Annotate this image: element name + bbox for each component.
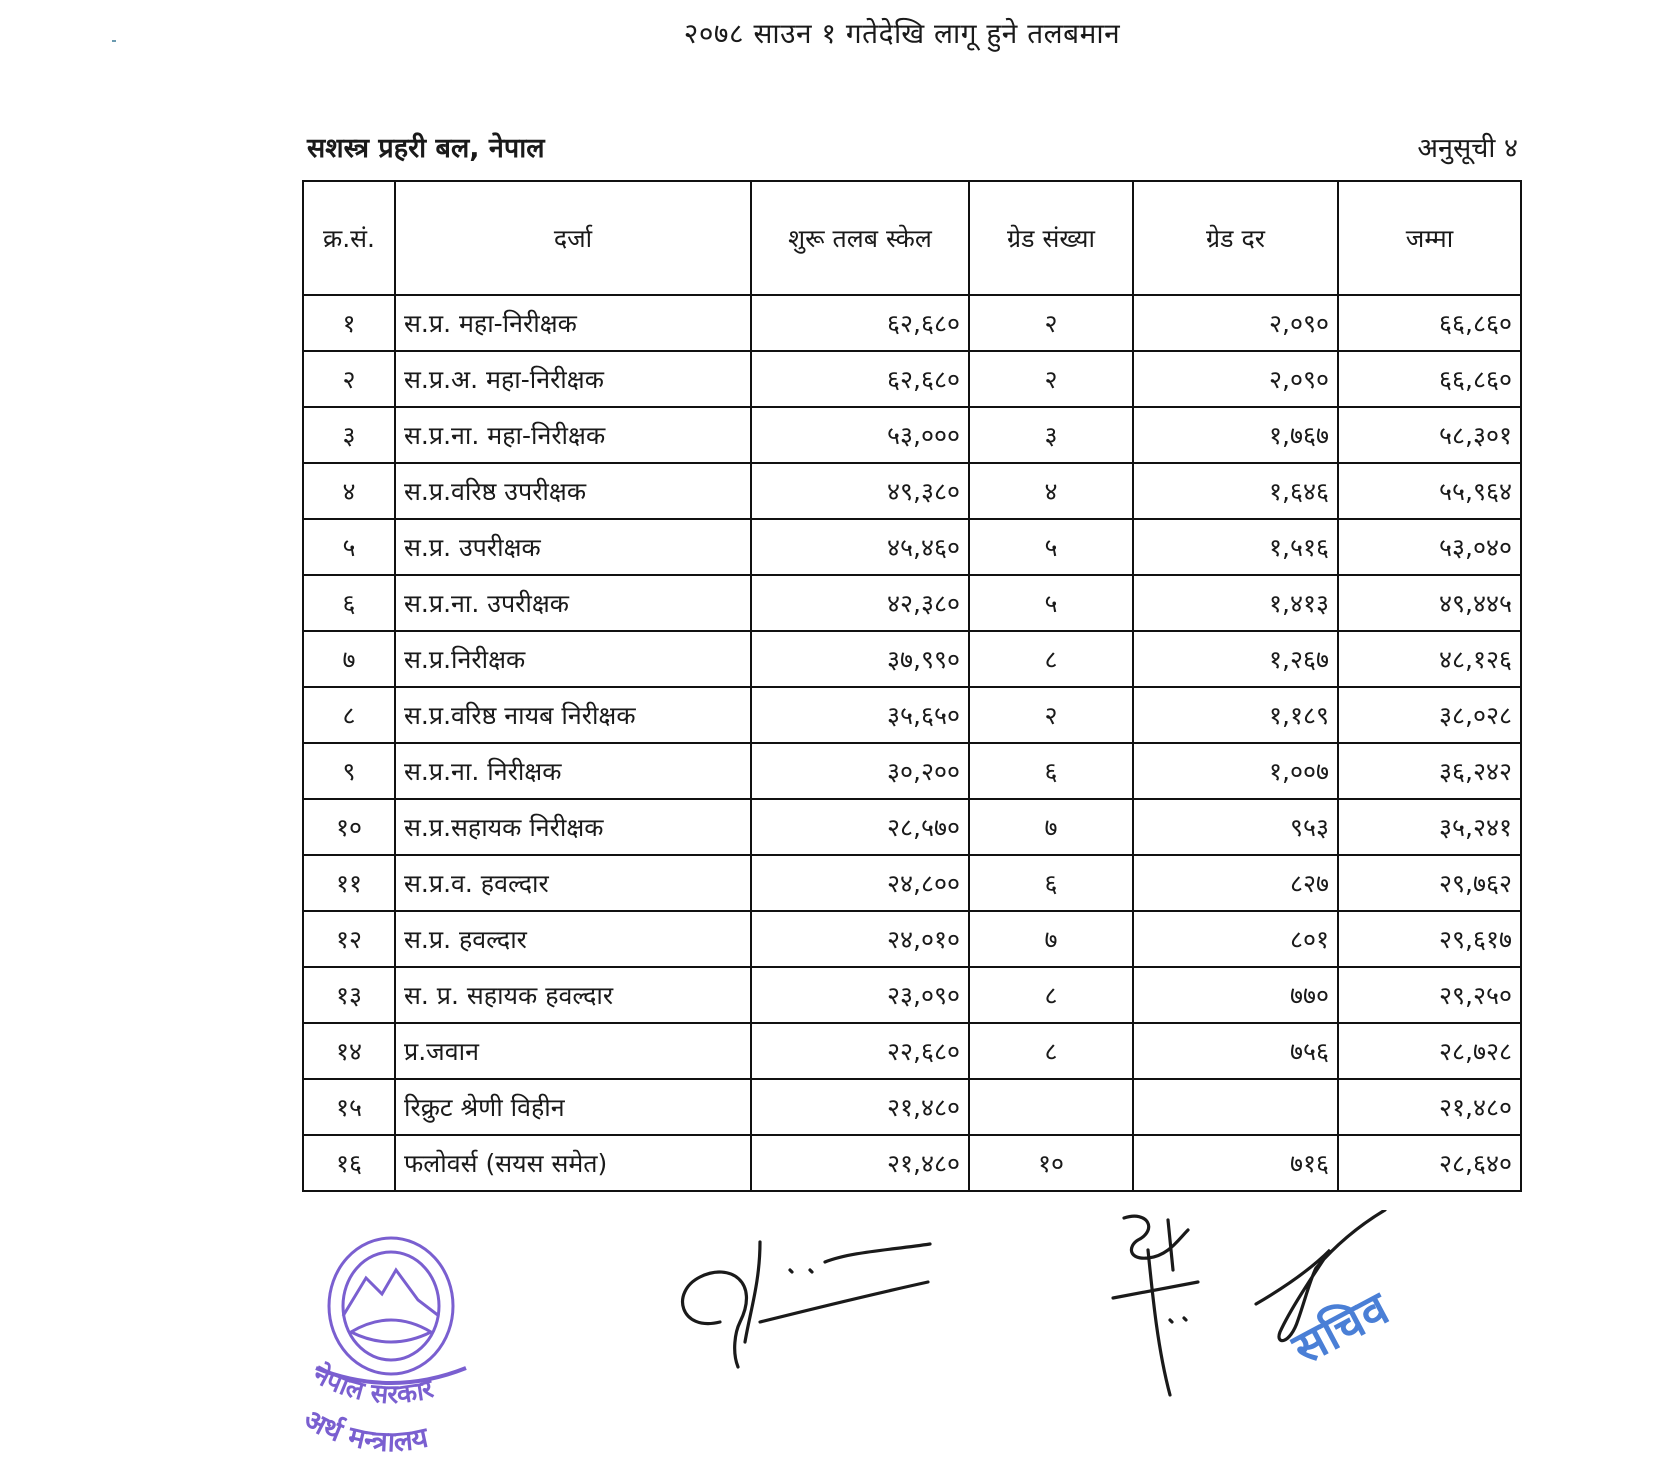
- cell-grade-rate: २,०९०: [1133, 351, 1338, 407]
- cell-sn: ८: [303, 687, 395, 743]
- table-row: [303, 351, 1521, 407]
- cell-sn: १४: [303, 1023, 395, 1079]
- table-row: [303, 463, 1521, 519]
- cell-sn: १५: [303, 1079, 395, 1135]
- table-row: [303, 799, 1521, 855]
- cell-sn: ९: [303, 743, 395, 799]
- cell-sn: ७: [303, 631, 395, 687]
- cell-scale: ५३,०००: [751, 407, 969, 463]
- table-row: [303, 1079, 1521, 1135]
- cell-grade-count: [969, 1079, 1133, 1135]
- cell-grade-count: ५: [969, 519, 1133, 575]
- cell-sn: ३: [303, 407, 395, 463]
- table-row: [303, 631, 1521, 687]
- cell-total: ५३,०४०: [1338, 519, 1521, 575]
- header-grade-count: ग्रेड संख्या: [969, 181, 1133, 295]
- cell-scale: २१,४८०: [751, 1135, 969, 1191]
- table-header-row: [303, 181, 1521, 295]
- cell-rank: फलोवर्स (सयस समेत): [395, 1135, 751, 1191]
- document-title: २०७८ साउन १ गतेदेखि लागू हुने तलबमान: [683, 17, 1121, 50]
- cell-grade-count: ६: [969, 855, 1133, 911]
- cell-grade-count: २: [969, 351, 1133, 407]
- cell-scale: २४,८००: [751, 855, 969, 911]
- cell-rank: स.प्र. महा-निरीक्षक: [395, 295, 751, 351]
- table-row: [303, 295, 1521, 351]
- cell-grade-count: ३: [969, 407, 1133, 463]
- salary-table: [302, 180, 1522, 1192]
- cell-total: ६६,८६०: [1338, 295, 1521, 351]
- cell-grade-rate: २,०९०: [1133, 295, 1338, 351]
- cell-total: २९,२५०: [1338, 967, 1521, 1023]
- cell-total: ६६,८६०: [1338, 351, 1521, 407]
- cell-scale: ६२,६८०: [751, 295, 969, 351]
- cell-grade-rate: ९५३: [1133, 799, 1338, 855]
- cell-scale: २२,६८०: [751, 1023, 969, 1079]
- cell-total: ४९,४४५: [1338, 575, 1521, 631]
- cell-total: ४८,१२६: [1338, 631, 1521, 687]
- cell-rank: स.प्र.ना. महा-निरीक्षक: [395, 407, 751, 463]
- cell-scale: ६२,६८०: [751, 351, 969, 407]
- cell-sn: १०: [303, 799, 395, 855]
- cell-grade-rate: १,४१३: [1133, 575, 1338, 631]
- cell-grade-count: ८: [969, 967, 1133, 1023]
- cell-scale: २३,०९०: [751, 967, 969, 1023]
- table-row: [303, 743, 1521, 799]
- cell-sn: १२: [303, 911, 395, 967]
- cell-grade-rate: ७५६: [1133, 1023, 1338, 1079]
- cell-grade-count: १०: [969, 1135, 1133, 1191]
- cell-sn: २: [303, 351, 395, 407]
- header-total: जम्मा: [1338, 181, 1521, 295]
- signature-2: [1108, 1210, 1228, 1400]
- cell-rank: स.प्र.ना. उपरीक्षक: [395, 575, 751, 631]
- cell-rank: स. प्र. सहायक हवल्दार: [395, 967, 751, 1023]
- header-scale: शुरू तलब स्केल: [751, 181, 969, 295]
- cell-grade-rate: ८०१: [1133, 911, 1338, 967]
- cell-total: २१,४८०: [1338, 1079, 1521, 1135]
- table-body: [303, 295, 1521, 1191]
- cell-rank: स.प्र. उपरीक्षक: [395, 519, 751, 575]
- cell-scale: ४९,३८०: [751, 463, 969, 519]
- cell-grade-rate: १,००७: [1133, 743, 1338, 799]
- cell-grade-rate: [1133, 1079, 1338, 1135]
- cell-grade-count: ८: [969, 631, 1133, 687]
- cell-scale: ३०,२००: [751, 743, 969, 799]
- cell-rank: स.प्र.वरिष्ठ उपरीक्षक: [395, 463, 751, 519]
- cell-grade-count: ४: [969, 463, 1133, 519]
- cell-sn: ११: [303, 855, 395, 911]
- seal-text-line2: अर्थ मन्त्रालय: [298, 1402, 431, 1459]
- cell-rank: स.प्र.व. हवल्दार: [395, 855, 751, 911]
- table-row: [303, 911, 1521, 967]
- header-grade-rate: ग्रेड दर: [1133, 181, 1338, 295]
- table-row: [303, 1135, 1521, 1191]
- cell-grade-count: ७: [969, 911, 1133, 967]
- cell-total: २९,७६२: [1338, 855, 1521, 911]
- cell-total: ५५,९६४: [1338, 463, 1521, 519]
- cell-total: ५८,३०१: [1338, 407, 1521, 463]
- cell-rank: स.प्र.निरीक्षक: [395, 631, 751, 687]
- cell-scale: २४,०१०: [751, 911, 969, 967]
- cell-grade-count: २: [969, 295, 1133, 351]
- cell-grade-count: २: [969, 687, 1133, 743]
- cell-rank: स.प्र.वरिष्ठ नायब निरीक्षक: [395, 687, 751, 743]
- cell-grade-count: ८: [969, 1023, 1133, 1079]
- table-row: [303, 575, 1521, 631]
- cell-scale: ४५,४६०: [751, 519, 969, 575]
- government-seal: [296, 1228, 486, 1468]
- cell-scale: २८,५७०: [751, 799, 969, 855]
- schedule-label: अनुसूची ४: [1417, 133, 1518, 164]
- cell-grade-rate: १,७६७: [1133, 407, 1338, 463]
- cell-grade-rate: ७७०: [1133, 967, 1338, 1023]
- cell-rank: स.प्र.सहायक निरीक्षक: [395, 799, 751, 855]
- cell-sn: ४: [303, 463, 395, 519]
- cell-grade-rate: १,२६७: [1133, 631, 1338, 687]
- table-row: [303, 687, 1521, 743]
- cell-scale: ४२,३८०: [751, 575, 969, 631]
- cell-grade-rate: १,१८९: [1133, 687, 1338, 743]
- table-row: [303, 967, 1521, 1023]
- table-row: [303, 407, 1521, 463]
- cell-sn: ६: [303, 575, 395, 631]
- cell-rank: स.प्र. हवल्दार: [395, 911, 751, 967]
- table-row: [303, 855, 1521, 911]
- table-row: [303, 1023, 1521, 1079]
- signature-1: [660, 1222, 940, 1372]
- cell-sn: ५: [303, 519, 395, 575]
- cell-total: २८,६४०: [1338, 1135, 1521, 1191]
- mountain-icon: [343, 1270, 439, 1316]
- cell-grade-rate: १,६४६: [1133, 463, 1338, 519]
- cell-total: ३६,२४२: [1338, 743, 1521, 799]
- cell-total: २९,६१७: [1338, 911, 1521, 967]
- cell-scale: ३५,६५०: [751, 687, 969, 743]
- cell-total: २८,७२८: [1338, 1023, 1521, 1079]
- cell-grade-count: ६: [969, 743, 1133, 799]
- table-row: [303, 519, 1521, 575]
- cell-grade-count: ७: [969, 799, 1133, 855]
- cell-rank: स.प्र.ना. निरीक्षक: [395, 743, 751, 799]
- cell-grade-rate: ७१६: [1133, 1135, 1338, 1191]
- organization-name: सशस्त्र प्रहरी बल, नेपाल: [307, 133, 545, 164]
- cell-sn: १३: [303, 967, 395, 1023]
- header-sn: क्र.सं.: [303, 181, 395, 295]
- cell-rank: स.प्र.अ. महा-निरीक्षक: [395, 351, 751, 407]
- cell-grade-count: ५: [969, 575, 1133, 631]
- cell-sn: १६: [303, 1135, 395, 1191]
- cell-total: ३८,०२८: [1338, 687, 1521, 743]
- map-icon: [351, 1320, 431, 1342]
- seal-text-line1: नेपाल सरकार: [308, 1359, 437, 1411]
- cell-total: ३५,२४१: [1338, 799, 1521, 855]
- cell-scale: ३७,९९०: [751, 631, 969, 687]
- cell-scale: २१,४८०: [751, 1079, 969, 1135]
- cell-rank: रिक्रुट श्रेणी विहीन: [395, 1079, 751, 1135]
- cell-grade-rate: ८२७: [1133, 855, 1338, 911]
- header-rank: दर्जा: [395, 181, 751, 295]
- cell-sn: १: [303, 295, 395, 351]
- secretary-stamp: सचिव: [1283, 1280, 1399, 1376]
- cell-grade-rate: १,५१६: [1133, 519, 1338, 575]
- cell-rank: प्र.जवान: [395, 1023, 751, 1079]
